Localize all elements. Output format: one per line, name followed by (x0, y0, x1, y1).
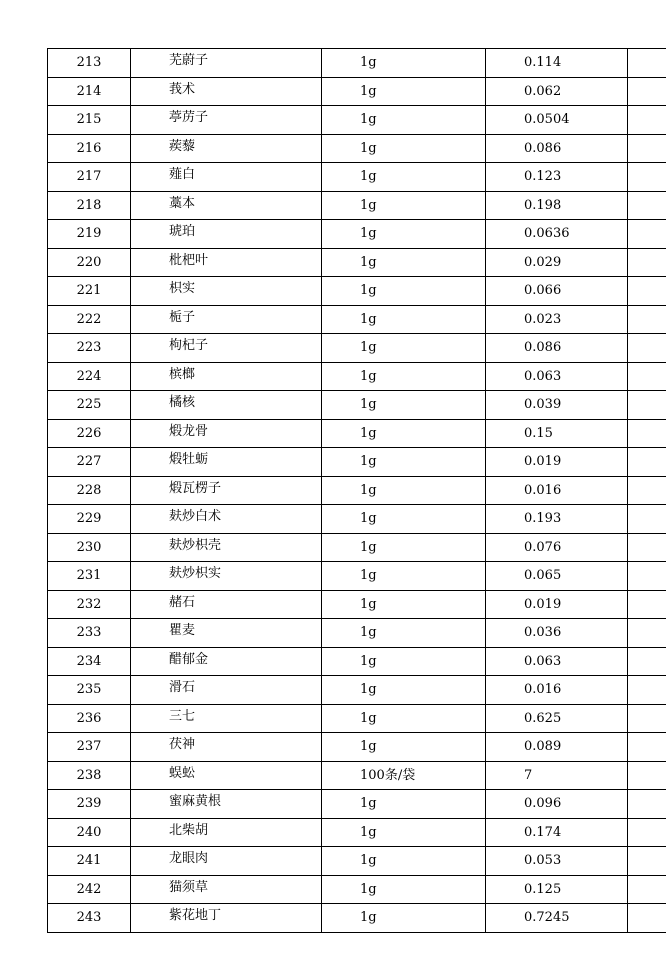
item-spec: 1g (322, 533, 486, 562)
item-price: 0.193 (486, 505, 628, 534)
item-spec: 1g (322, 647, 486, 676)
item-price: 0.089 (486, 733, 628, 762)
item-name: 栀子 (131, 303, 322, 332)
item-name: 北柴胡 (131, 816, 322, 845)
table-row (48, 647, 666, 676)
item-spec: 1g (322, 362, 486, 391)
item-note (628, 818, 666, 847)
item-price: 0.125 (486, 875, 628, 904)
item-price: 0.086 (486, 334, 628, 363)
item-note (628, 875, 666, 904)
item-note (628, 134, 666, 163)
row-number: 241 (48, 847, 131, 876)
item-price: 0.076 (486, 533, 628, 562)
item-note (628, 248, 666, 277)
item-note (628, 562, 666, 591)
row-number: 217 (48, 163, 131, 192)
table-row (48, 476, 666, 505)
item-name: 龙眼肉 (131, 845, 322, 874)
item-note (628, 106, 666, 135)
item-price: 0.123 (486, 163, 628, 192)
item-price: 0.7245 (486, 904, 628, 933)
item-name: 紫花地丁 (131, 902, 322, 931)
item-price: 0.096 (486, 790, 628, 819)
item-note (628, 163, 666, 192)
row-number: 224 (48, 362, 131, 391)
table-row (48, 334, 666, 363)
row-number: 235 (48, 676, 131, 705)
item-price: 7 (486, 761, 628, 790)
table-row (48, 619, 666, 648)
row-number: 220 (48, 248, 131, 277)
item-note (628, 590, 666, 619)
item-spec: 1g (322, 818, 486, 847)
row-number: 236 (48, 704, 131, 733)
item-name: 瞿麦 (131, 617, 322, 646)
item-name: 麸炒枳壳 (131, 531, 322, 560)
row-number: 216 (48, 134, 131, 163)
item-spec: 1g (322, 419, 486, 448)
item-name: 芜蔚子 (131, 47, 322, 76)
item-name: 滑石 (131, 674, 322, 703)
item-name: 薤白 (131, 161, 322, 190)
item-spec: 1g (322, 248, 486, 277)
item-name: 煅瓦楞子 (131, 474, 322, 503)
item-price: 0.063 (486, 362, 628, 391)
item-note (628, 277, 666, 306)
table-row (48, 391, 666, 420)
item-spec: 1g (322, 305, 486, 334)
item-price: 0.0504 (486, 106, 628, 135)
item-note (628, 619, 666, 648)
row-number: 222 (48, 305, 131, 334)
row-number: 234 (48, 647, 131, 676)
table-row (48, 590, 666, 619)
item-spec: 1g (322, 847, 486, 876)
table-row (48, 790, 666, 819)
item-price: 0.063 (486, 647, 628, 676)
row-number: 221 (48, 277, 131, 306)
row-number: 231 (48, 562, 131, 591)
item-name: 茯神 (131, 731, 322, 760)
item-price: 0.016 (486, 676, 628, 705)
item-name: 枳实 (131, 275, 322, 304)
row-number: 237 (48, 733, 131, 762)
table-row (48, 134, 666, 163)
table-row (48, 562, 666, 591)
item-note (628, 77, 666, 106)
table-row (48, 163, 666, 192)
row-number: 214 (48, 77, 131, 106)
item-spec: 1g (322, 277, 486, 306)
item-spec: 1g (322, 220, 486, 249)
item-spec: 1g (322, 163, 486, 192)
item-name: 蜈蚣 (131, 759, 322, 788)
item-note (628, 761, 666, 790)
table-row (48, 733, 666, 762)
item-price: 0.062 (486, 77, 628, 106)
item-name: 蜜麻黄根 (131, 788, 322, 817)
row-number: 213 (48, 49, 131, 78)
item-note (628, 847, 666, 876)
item-spec: 100条/袋 (322, 761, 486, 790)
row-number: 227 (48, 448, 131, 477)
table-row (48, 847, 666, 876)
item-price: 0.114 (486, 49, 628, 78)
price-table (47, 48, 666, 933)
item-spec: 1g (322, 619, 486, 648)
item-spec: 1g (322, 134, 486, 163)
item-note (628, 676, 666, 705)
item-price: 0.198 (486, 191, 628, 220)
item-name: 蒺藜 (131, 132, 322, 161)
item-spec: 1g (322, 590, 486, 619)
item-name: 猫须草 (131, 873, 322, 902)
item-price: 0.019 (486, 590, 628, 619)
item-price: 0.065 (486, 562, 628, 591)
row-number: 223 (48, 334, 131, 363)
item-name: 三七 (131, 702, 322, 731)
row-number: 233 (48, 619, 131, 648)
item-note (628, 647, 666, 676)
item-price: 0.174 (486, 818, 628, 847)
item-price: 0.0636 (486, 220, 628, 249)
row-number: 225 (48, 391, 131, 420)
item-price: 0.039 (486, 391, 628, 420)
item-name: 麸炒枳实 (131, 560, 322, 589)
table-row (48, 676, 666, 705)
table-row (48, 305, 666, 334)
row-number: 219 (48, 220, 131, 249)
item-spec: 1g (322, 334, 486, 363)
item-note (628, 448, 666, 477)
row-number: 226 (48, 419, 131, 448)
table-row (48, 77, 666, 106)
table-row (48, 106, 666, 135)
item-note (628, 704, 666, 733)
item-name: 琥珀 (131, 218, 322, 247)
item-spec: 1g (322, 448, 486, 477)
table-row (48, 419, 666, 448)
item-spec: 1g (322, 704, 486, 733)
row-number: 232 (48, 590, 131, 619)
item-spec: 1g (322, 676, 486, 705)
table-row (48, 818, 666, 847)
item-note (628, 334, 666, 363)
item-spec: 1g (322, 49, 486, 78)
item-note (628, 220, 666, 249)
item-note (628, 505, 666, 534)
item-spec: 1g (322, 106, 486, 135)
item-note (628, 904, 666, 933)
item-price: 0.019 (486, 448, 628, 477)
row-number: 240 (48, 818, 131, 847)
row-number: 238 (48, 761, 131, 790)
item-name: 莪术 (131, 75, 322, 104)
row-number: 242 (48, 875, 131, 904)
row-number: 215 (48, 106, 131, 135)
item-name: 煅牡蛎 (131, 446, 322, 475)
item-spec: 1g (322, 904, 486, 933)
item-name: 麸炒白术 (131, 503, 322, 532)
item-spec: 1g (322, 733, 486, 762)
item-spec: 1g (322, 77, 486, 106)
table-row (48, 505, 666, 534)
item-note (628, 476, 666, 505)
item-spec: 1g (322, 476, 486, 505)
item-name: 枸杞子 (131, 332, 322, 361)
item-name: 枇杷叶 (131, 246, 322, 275)
item-name: 橘核 (131, 389, 322, 418)
table-row (48, 220, 666, 249)
row-number: 230 (48, 533, 131, 562)
row-number: 229 (48, 505, 131, 534)
item-note (628, 533, 666, 562)
row-number: 228 (48, 476, 131, 505)
item-spec: 1g (322, 505, 486, 534)
item-note (628, 49, 666, 78)
item-note (628, 419, 666, 448)
table-row (48, 448, 666, 477)
row-number: 239 (48, 790, 131, 819)
item-price: 0.029 (486, 248, 628, 277)
table-row (48, 362, 666, 391)
table-row (48, 49, 666, 78)
table-row (48, 277, 666, 306)
item-price: 0.15 (486, 419, 628, 448)
table-row (48, 191, 666, 220)
item-note (628, 733, 666, 762)
item-price: 0.023 (486, 305, 628, 334)
item-note (628, 391, 666, 420)
item-price: 0.086 (486, 134, 628, 163)
item-price: 0.016 (486, 476, 628, 505)
table-row (48, 875, 666, 904)
item-spec: 1g (322, 191, 486, 220)
table-row (48, 761, 666, 790)
item-spec: 1g (322, 562, 486, 591)
item-name: 醋郁金 (131, 645, 322, 674)
table-row (48, 533, 666, 562)
item-note (628, 191, 666, 220)
table-row (48, 904, 666, 933)
item-name: 赭石 (131, 588, 322, 617)
item-price: 0.053 (486, 847, 628, 876)
item-note (628, 362, 666, 391)
item-price: 0.625 (486, 704, 628, 733)
item-name: 槟榔 (131, 360, 322, 389)
item-name: 葶苈子 (131, 104, 322, 133)
item-name: 藁本 (131, 189, 322, 218)
item-spec: 1g (322, 391, 486, 420)
item-price: 0.066 (486, 277, 628, 306)
table-row (48, 704, 666, 733)
item-note (628, 305, 666, 334)
table-row (48, 248, 666, 277)
row-number: 218 (48, 191, 131, 220)
item-note (628, 790, 666, 819)
item-spec: 1g (322, 790, 486, 819)
item-spec: 1g (322, 875, 486, 904)
price-table-body (48, 49, 666, 933)
item-name: 煅龙骨 (131, 417, 322, 446)
item-price: 0.036 (486, 619, 628, 648)
row-number: 243 (48, 904, 131, 933)
